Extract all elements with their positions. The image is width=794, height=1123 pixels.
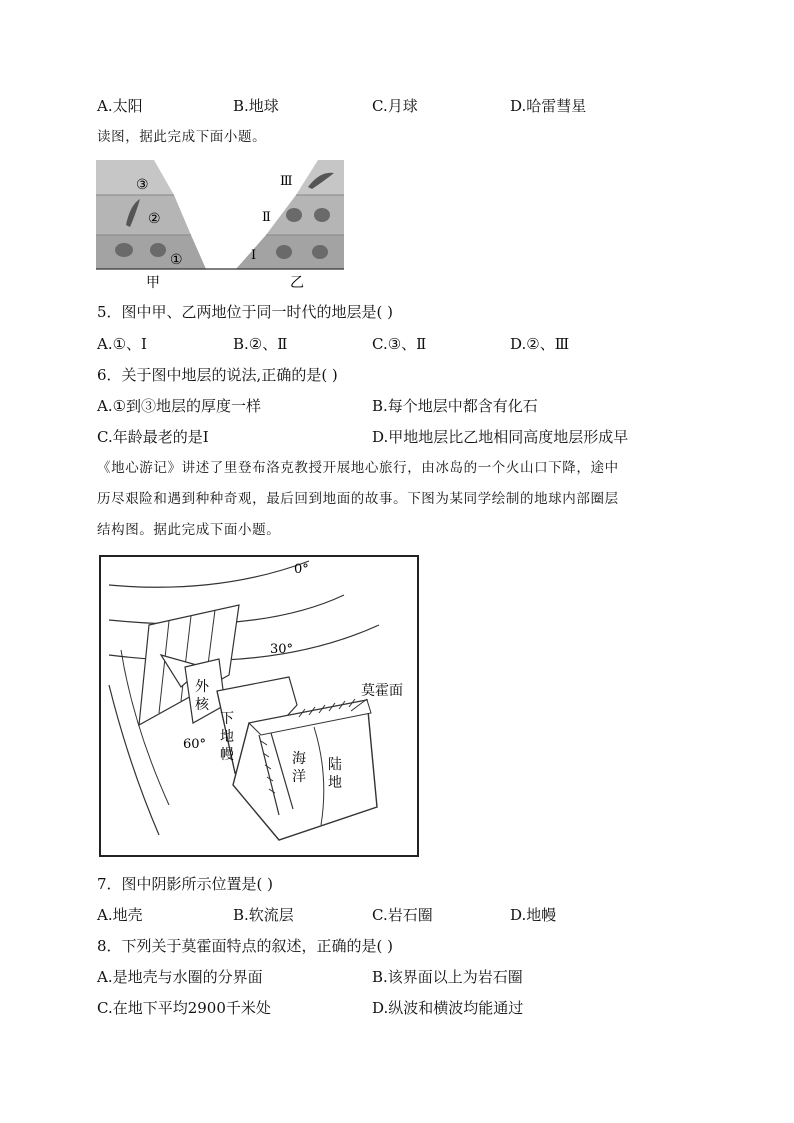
- q4-option-b: B.地球: [233, 97, 279, 115]
- q6-stem: 6．关于图中地层的说法,正确的是( ): [97, 366, 338, 384]
- q6-option-c: C.年龄最老的是Ⅰ: [97, 428, 209, 446]
- fossil-shell-icon: [276, 245, 292, 259]
- layer-label-1: ①: [170, 252, 183, 268]
- q6-option-b: B.每个地层中都含有化石: [372, 397, 538, 415]
- land-label-1: 陆: [328, 757, 342, 773]
- q8-option-c: C.在地下平均2900千米处: [97, 999, 271, 1017]
- q6-option-a: A.①到③地层的厚度一样: [97, 397, 262, 415]
- fossil-shell-icon: [312, 245, 328, 259]
- degree-label-0: 0°: [294, 562, 309, 577]
- fossil-shell-icon: [314, 208, 330, 222]
- fossil-shell-icon: [286, 208, 302, 222]
- q5-option-a: A.①、Ⅰ: [97, 335, 147, 353]
- degree-label-60: 60°: [183, 737, 207, 752]
- q5-option-d: D.②、Ⅲ: [510, 335, 570, 353]
- intro-text-1: 读图，据此完成下面小题。: [97, 129, 267, 145]
- outer-core-label-1: 外: [195, 679, 209, 695]
- q5-stem: 5．图中甲、乙两地位于同一时代的地层是( ): [97, 303, 394, 321]
- layer-label-2: ②: [148, 211, 161, 227]
- left-layer-2: [96, 195, 191, 235]
- q8-option-d: D.纵波和横波均能通过: [372, 999, 524, 1017]
- location-label-yi: 乙: [290, 275, 304, 291]
- ocean-label-1: 海: [292, 751, 306, 767]
- q7-option-c: C.岩石圈: [372, 906, 433, 924]
- q8-option-b: B.该界面以上为岩石圈: [372, 968, 523, 986]
- q5-option-c: C.③、Ⅱ: [372, 335, 427, 353]
- outer-core-label-2: 核: [195, 697, 209, 713]
- q7-stem: 7．图中阴影所示位置是( ): [97, 875, 274, 893]
- land-label-2: 地: [328, 775, 342, 791]
- fossil-shell-icon: [115, 243, 133, 257]
- strata-figure: [96, 157, 346, 292]
- degree-label-30: 30°: [270, 642, 294, 657]
- passage-line-2: 历尽艰险和遇到种种奇观，最后回到地面的故事。下图为某同学绘制的地球内部圈层: [97, 491, 619, 507]
- q5-option-b: B.②、Ⅱ: [233, 335, 288, 353]
- q6-option-d: D.甲地地层比乙地相同高度地层形成早: [372, 428, 629, 446]
- lower-mantle-label-1: 下: [220, 711, 234, 727]
- fossil-shell-icon: [150, 243, 166, 257]
- q7-option-a: A.地壳: [97, 906, 143, 924]
- q4-option-d: D.哈雷彗星: [510, 97, 587, 115]
- passage-line-1: 《地心游记》讲述了里登布洛克教授开展地心旅行，由冰岛的一个火山口下降，途中: [97, 460, 619, 476]
- right-layer-2: [266, 195, 344, 235]
- ocean-label-2: 洋: [292, 769, 306, 785]
- layer-label-3: ③: [136, 177, 149, 193]
- layer-label-iii: Ⅲ: [280, 174, 293, 189]
- q4-option-c: C.月球: [372, 97, 418, 115]
- passage-line-3: 结构图。据此完成下面小题。: [97, 522, 281, 538]
- layer-label-ii: Ⅱ: [262, 210, 271, 225]
- location-label-jia: 甲: [146, 275, 160, 291]
- lower-mantle-label-3: 幔: [220, 747, 234, 763]
- layer-label-i: Ⅰ: [251, 248, 257, 263]
- moho-label: 莫霍面: [361, 683, 403, 699]
- q4-option-a: A.太阳: [97, 97, 143, 115]
- q8-stem: 8．下列关于莫霍面特点的叙述，正确的是( ): [97, 937, 394, 955]
- q8-option-a: A.是地壳与水圈的分界面: [97, 968, 263, 986]
- earth-interior-figure: [99, 555, 421, 860]
- lower-mantle-label-2: 地: [220, 729, 234, 745]
- q7-option-b: B.软流层: [233, 906, 294, 924]
- q7-option-d: D.地幔: [510, 906, 557, 924]
- left-layer-3: [96, 160, 174, 195]
